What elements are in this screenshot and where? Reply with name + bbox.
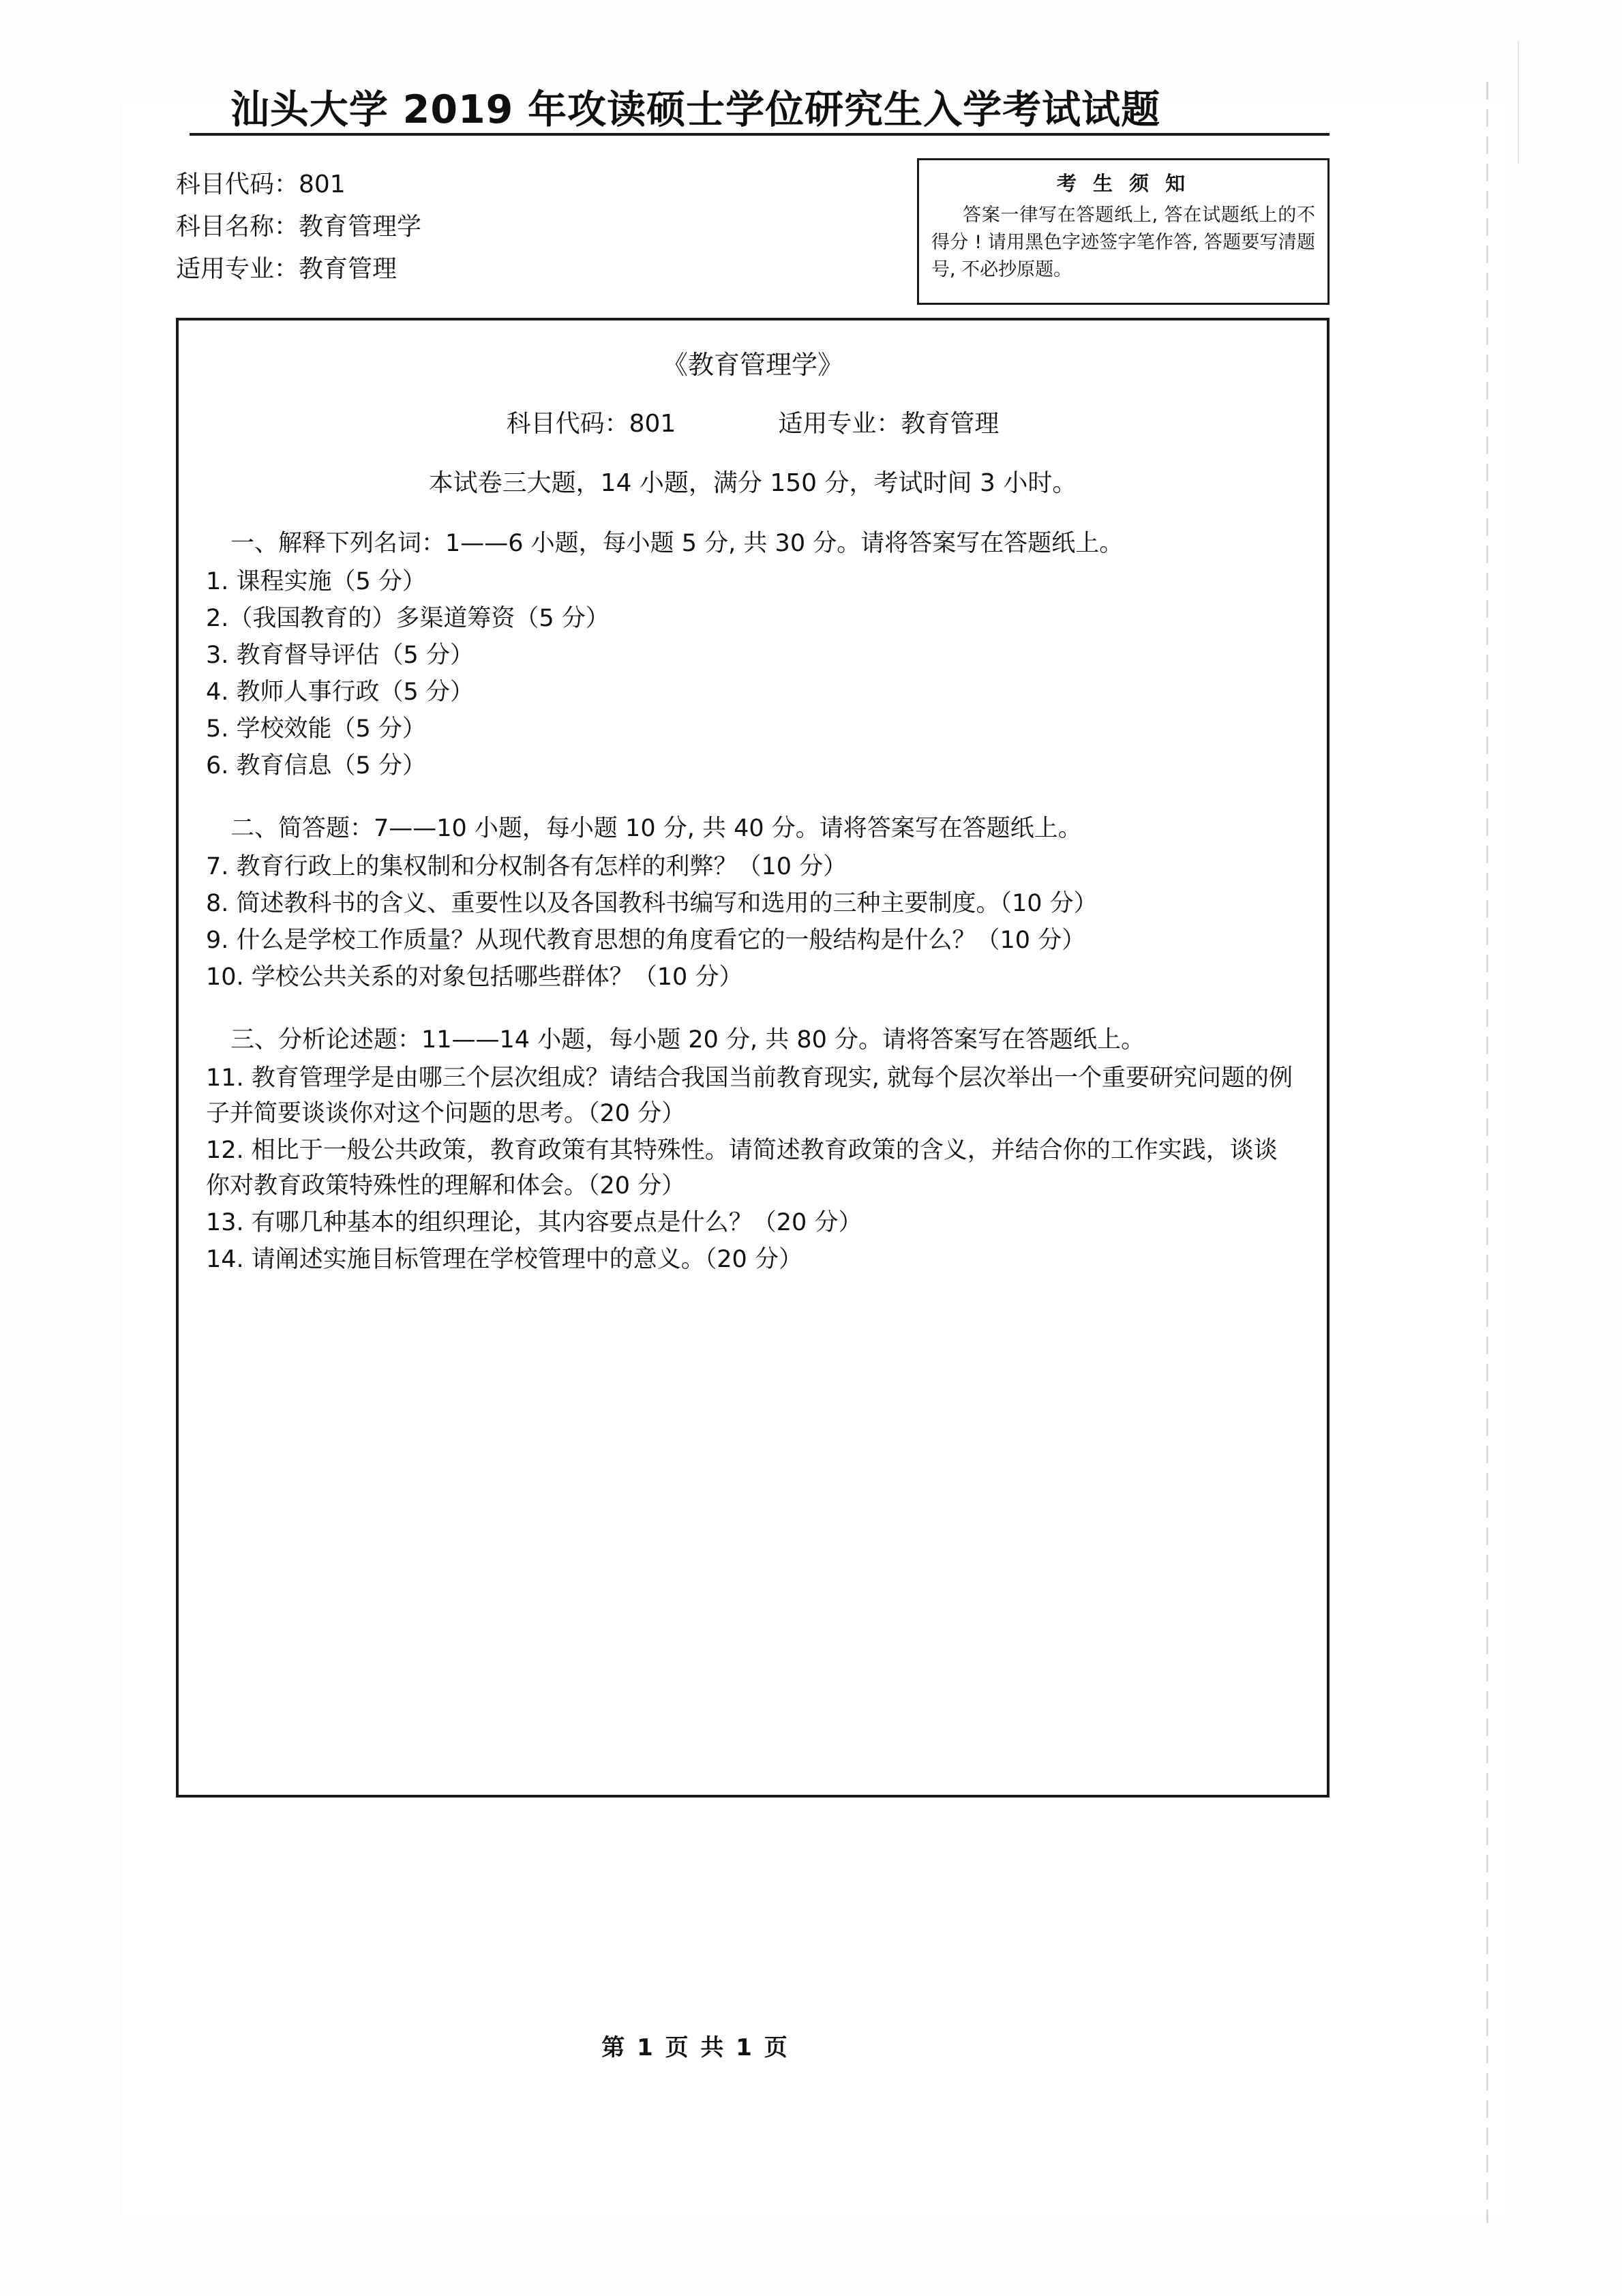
notice-title: 考 生 须 知 bbox=[1056, 172, 1190, 195]
page-title: 汕头大学 2019 年攻读硕士学位研究生入学考试试题 bbox=[230, 87, 1161, 132]
section-spacer bbox=[206, 793, 1300, 811]
meta-subject-name: 科目名称：教育管理学 bbox=[176, 213, 422, 241]
question-item: 8. 简述教科书的含义、重要性以及各国教科书编写和选用的三种主要制度。（10 分） bbox=[206, 890, 1098, 917]
question-item: 14. 请阐述实施目标管理在学校管理中的意义。（20 分） bbox=[206, 1246, 802, 1273]
section-1-questions bbox=[206, 564, 1300, 784]
title-underline bbox=[190, 133, 1330, 136]
question-item: 7. 教育行政上的集权制和分权制各有怎样的利弊？（10 分） bbox=[206, 853, 847, 880]
question-item: 12. 相比于一般公共政策，教育政策有其特殊性。请简述教育政策的含义，并结合你的工作实践，谈谈你对教育政策特殊性的理解和体会。（20 分） bbox=[206, 1137, 1278, 1199]
meta-subject-code: 科目代码：801 bbox=[176, 170, 346, 198]
section-2-heading: 二、简答题：7——10 小题，每小题 10 分, 共 40 分。请将答案写在答题纸上。 bbox=[230, 815, 1082, 842]
question-item: 3. 教育督导评估（5 分） bbox=[206, 642, 474, 669]
question-item: 1. 课程实施（5 分） bbox=[206, 568, 426, 595]
question-item: 5. 学校效能（5 分） bbox=[206, 715, 426, 743]
paper-code-line bbox=[206, 404, 1300, 439]
question-item: 9. 什么是学校工作质量？从现代教育思想的角度看它的一般结构是什么？（10 分） bbox=[206, 927, 1086, 954]
question-item: 11. 教育管理学是由哪三个层次组成？请结合我国当前教育现实, 就每个层次举出一个重要研究问题的例子并简要谈谈你对这个问题的思考。（20 分） bbox=[206, 1064, 1293, 1127]
section-spacer bbox=[206, 1004, 1300, 1022]
section-3-heading: 三、分析论述题：11——14 小题，每小题 20 分, 共 80 分。请将答案写在答题纸上。 bbox=[230, 1026, 1145, 1054]
section-2-questions bbox=[206, 849, 1300, 995]
section-2 bbox=[206, 811, 1300, 995]
exam-meta bbox=[176, 164, 421, 290]
scan-edge-artifact bbox=[1486, 82, 1488, 2223]
question-item: 13. 有哪几种基本的组织理论，其内容要点是什么？（20 分） bbox=[206, 1209, 862, 1236]
question-item: 2.（我国教育的）多渠道筹资（5 分） bbox=[206, 605, 610, 632]
question-item: 4. 教师人事行政（5 分） bbox=[206, 679, 474, 706]
question-item: 10. 学校公共关系的对象包括哪些群体？（10 分） bbox=[206, 964, 743, 991]
scan-edge-artifact-secondary bbox=[1518, 41, 1519, 164]
paper-subject-code: 科目代码：801 bbox=[506, 410, 676, 438]
section-3-questions bbox=[206, 1060, 1300, 1277]
section-1-heading: 一、解释下列名词：1——6 小题，每小题 5 分, 共 30 分。请将答案写在答题纸上。 bbox=[230, 530, 1124, 557]
question-item: 6. 教育信息（5 分） bbox=[206, 752, 426, 779]
candidate-notice-box bbox=[917, 158, 1330, 305]
paper-applicable-major: 适用专业：教育管理 bbox=[778, 410, 1000, 438]
section-1 bbox=[206, 526, 1300, 784]
section-3 bbox=[206, 1022, 1300, 1277]
notice-body: 答案一律写在答题纸上, 答在试题纸上的不得分 ! 请用黑色字迹签字笔作答, 答题要写清题号, 不必抄原题。 bbox=[931, 205, 1315, 280]
exam-body-box bbox=[176, 318, 1330, 1798]
paper-summary: 本试卷三大题，14 小题，满分 150 分，考试时间 3 小时。 bbox=[428, 469, 1077, 497]
page-footer: 第 1 页 共 1 页 bbox=[601, 2034, 790, 2061]
paper-title: 《教育管理学》 bbox=[661, 350, 843, 380]
meta-applicable-major: 适用专业：教育管理 bbox=[176, 255, 397, 283]
